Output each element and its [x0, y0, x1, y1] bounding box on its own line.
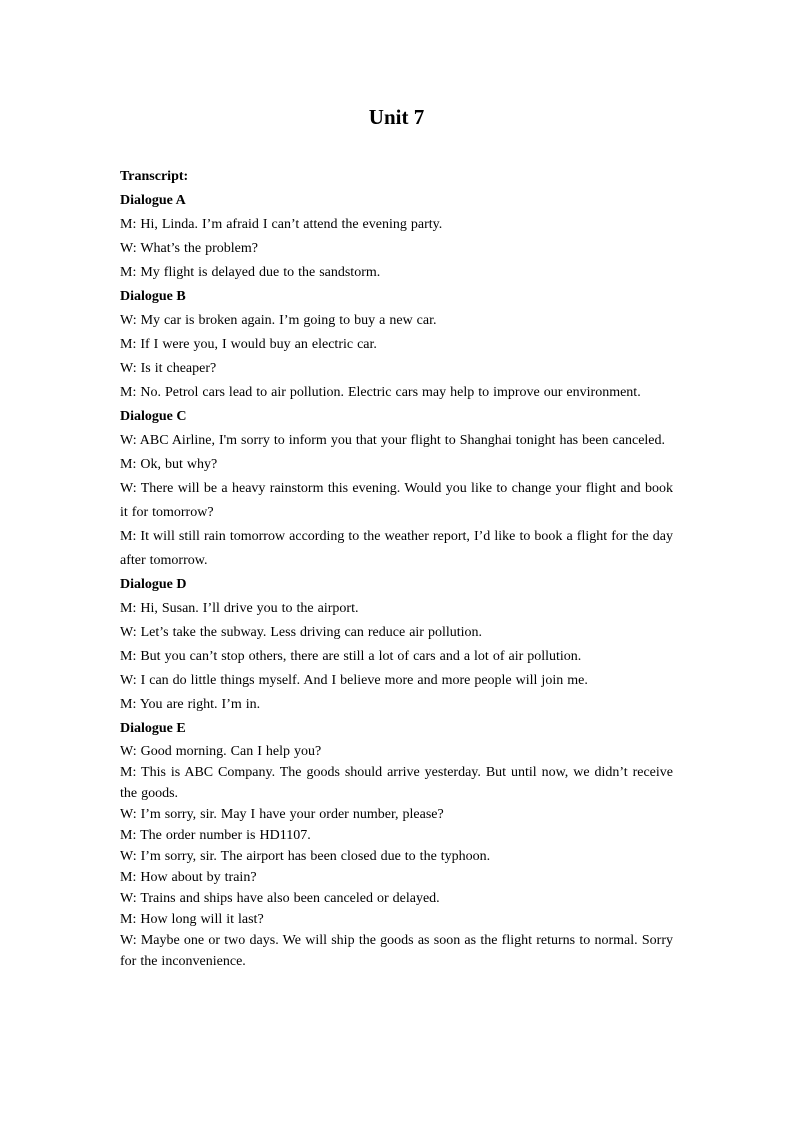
- dialogue-line: W: I’m sorry, sir. May I have your order number, please?: [120, 807, 444, 822]
- dialogue-line: W: I can do little things myself. And I believe more and more people will join me.: [120, 673, 588, 688]
- dialogue-b: [120, 285, 673, 405]
- dialogue-line: W: There will be a heavy rainstorm this evening. Would you like to change your flight and book it for tomorrow?: [120, 481, 673, 520]
- dialogue-line: M: Hi, Susan. I’ll drive you to the airport.: [120, 601, 359, 616]
- dialogue-line: M: This is ABC Company. The goods should arrive yesterday. But until now, we didn’t receive the goods.: [120, 765, 673, 801]
- dialogue-c: [120, 405, 673, 573]
- dialogue-line: M: Ok, but why?: [120, 457, 218, 472]
- transcript-label: Transcript:: [120, 169, 189, 184]
- dialogue-line: M: If I were you, I would buy an electric car.: [120, 337, 377, 352]
- dialogue-heading: Dialogue A: [120, 193, 186, 208]
- dialogue-line: W: ABC Airline, I'm sorry to inform you that your flight to Shanghai tonight has been canceled.: [120, 433, 666, 448]
- page-title: Unit 7: [368, 105, 425, 129]
- dialogue-d: [120, 573, 673, 717]
- dialogue-line: M: My flight is delayed due to the sandstorm.: [120, 265, 381, 280]
- dialogue-line: W: Maybe one or two days. We will ship the goods as soon as the flight returns to normal. Sorry for the inconvenience.: [120, 933, 673, 969]
- dialogue-line: W: I’m sorry, sir. The airport has been closed due to the typhoon.: [120, 849, 491, 864]
- dialogue-line: W: Is it cheaper?: [120, 361, 217, 376]
- document-page: [120, 100, 673, 972]
- dialogue-line: M: The order number is HD1107.: [120, 828, 311, 843]
- dialogue-a: [120, 189, 673, 285]
- dialogue-line: M: No. Petrol cars lead to air pollution. Electric cars may help to improve our environment.: [120, 385, 641, 400]
- dialogue-line: W: My car is broken again. I’m going to buy a new car.: [120, 313, 437, 328]
- dialogue-heading: Dialogue E: [120, 721, 186, 736]
- dialogue-line: M: You are right. I’m in.: [120, 697, 261, 712]
- dialogue-line: M: But you can’t stop others, there are still a lot of cars and a lot of air pollution.: [120, 649, 582, 664]
- dialogue-heading: Dialogue D: [120, 577, 187, 592]
- dialogue-line: M: It will still rain tomorrow according to the weather report, I’d like to book a flight for the day after tomorrow.: [120, 529, 673, 568]
- dialogue-heading: Dialogue B: [120, 289, 186, 304]
- dialogue-heading: Dialogue C: [120, 409, 187, 424]
- dialogue-line: W: What’s the problem?: [120, 241, 258, 256]
- dialogue-line: W: Trains and ships have also been canceled or delayed.: [120, 891, 440, 906]
- dialogue-line: W: Let’s take the subway. Less driving can reduce air pollution.: [120, 625, 483, 640]
- dialogue-line: M: Hi, Linda. I’m afraid I can’t attend the evening party.: [120, 217, 443, 232]
- dialogue-line: M: How long will it last?: [120, 912, 264, 927]
- dialogue-line: M: How about by train?: [120, 870, 257, 885]
- dialogue-line: W: Good morning. Can I help you?: [120, 744, 322, 759]
- dialogue-e: [120, 717, 673, 972]
